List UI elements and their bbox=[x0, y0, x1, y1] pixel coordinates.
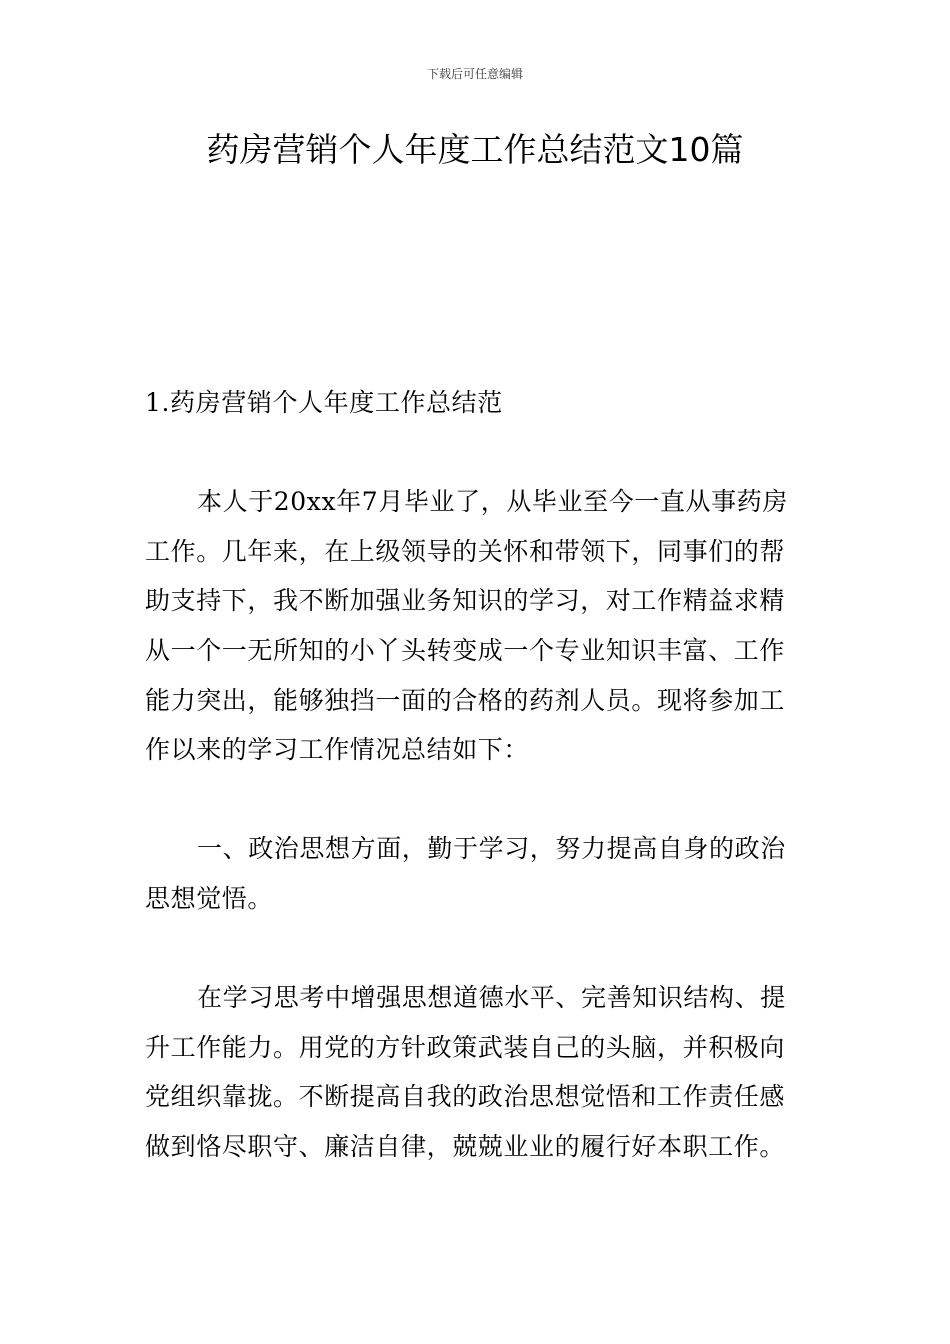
paragraph-line: 助支持下，我不断加强业务知识的学习，对工作精益求精 bbox=[145, 586, 786, 616]
paragraph-line: 在学习思考中增强思想道德水平、完善知识结构、提 bbox=[197, 983, 786, 1013]
document-title: 药房营销个人年度工作总结范文10篇 bbox=[206, 130, 744, 169]
header-note: 下载后可任意编辑 bbox=[426, 67, 523, 81]
paragraph-line: 做到恪尽职守、廉洁自律，兢兢业业的履行好本职工作。 bbox=[145, 1131, 786, 1161]
section-heading: 1.药房营销个人年度工作总结范 bbox=[145, 388, 503, 417]
paragraph-line: 升工作能力。用党的方针政策武装自己的头脑，并积极向 bbox=[145, 1032, 786, 1062]
paragraph-line: 思想觉悟。 bbox=[145, 883, 274, 913]
paragraph-line: 一、政治思想方面，勤于学习，努力提高自身的政治 bbox=[197, 834, 786, 864]
paragraph-line: 本人于20xx年7月毕业了，从毕业至今一直从事药房 bbox=[197, 487, 788, 517]
paragraph-line: 从一个一无所知的小丫头转变成一个专业知识丰富、工作 bbox=[145, 635, 786, 665]
paragraph-line: 能力突出，能够独挡一面的合格的药剂人员。现将参加工 bbox=[145, 685, 786, 715]
paragraph-1 bbox=[145, 477, 810, 775]
paragraph-2 bbox=[145, 824, 810, 923]
paragraph-line: 作以来的学习工作情况总结如下： bbox=[145, 735, 530, 765]
document-body bbox=[145, 378, 810, 1221]
paragraph-line: 工作。几年来，在上级领导的关怀和带领下，同事们的帮 bbox=[145, 536, 786, 566]
paragraph-line: 党组织靠拢。不断提高自我的政治思想觉悟和工作责任感 bbox=[145, 1082, 786, 1112]
paragraph-3 bbox=[145, 973, 810, 1171]
